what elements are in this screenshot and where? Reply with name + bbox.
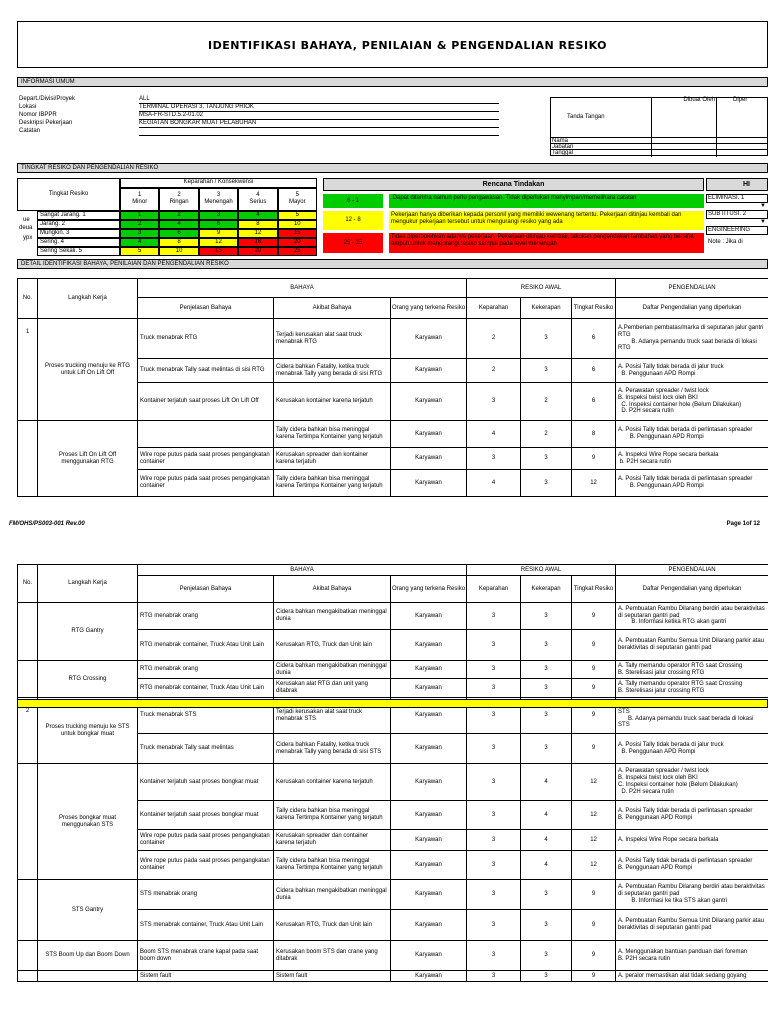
work-step: Proses trucking menuju ke STS untuk bongkar muat [38, 698, 138, 764]
sign-box [550, 97, 768, 156]
matrix-col-number: 3 [216, 192, 221, 198]
hazard-effect: Kerusakan kontainer karena terjatuh [274, 383, 391, 421]
risk-level-value: 9 [572, 698, 616, 734]
col-bahaya: BAHAYA [138, 279, 467, 298]
affected-person: Karyawan [391, 910, 467, 941]
info-row [19, 96, 499, 104]
control-list: A. Pembuatan Rambu Semua Unit Dilarang parkir atau beraktivitas di seputaran gantri pad [616, 910, 768, 941]
info-label: Catatan [19, 128, 41, 134]
col-resiko: RESIKO AWAL [467, 565, 616, 576]
col-bahaya: BAHAYA [138, 565, 467, 576]
hazard-effect: Kerusakan boom STS dan crane yang ditabrak [274, 941, 391, 971]
sign-tanggal-label: Tanggal [551, 149, 768, 157]
info-row [19, 120, 499, 128]
info-value [139, 128, 499, 136]
severity-value: 3 [467, 880, 521, 910]
severity-value: 3 [467, 448, 521, 470]
severity-value: 3 [467, 383, 521, 421]
risk-level-value: 9 [572, 630, 616, 661]
risk-level-value: 12 [572, 764, 616, 801]
severity-value: 3 [467, 851, 521, 880]
row-number [18, 941, 38, 971]
severity-value: 3 [467, 830, 521, 851]
info-row [19, 112, 499, 120]
frequency-value: 3 [521, 880, 572, 910]
matrix-cell: 16 [238, 238, 277, 247]
table-row [18, 319, 768, 359]
risk-level-value: 12 [572, 851, 616, 880]
risk-level-value: 9 [572, 603, 616, 630]
affected-person: Karyawan [391, 630, 467, 661]
risk-level-value: 9 [572, 880, 616, 910]
matrix-col-label: Minor [132, 198, 148, 205]
hazard-effect: Cidera bahkan mengakibatkan meninggal dunia [274, 603, 391, 630]
matrix-side-3: ypx [23, 235, 33, 241]
row-number [18, 971, 38, 982]
hazard-effect: Kerusakan container karena terjatuh [274, 764, 391, 801]
matrix-header: Keparahan / Konsekwensi [120, 178, 317, 188]
matrix-cell: 8 [238, 220, 277, 229]
work-step: Proses trucking menuju ke RTG untuk Lift On Lift Off [38, 319, 138, 421]
severity-value: 2 [467, 359, 521, 383]
hazard-effect: Kerusakan spreader dan container karena terjatuh [274, 830, 391, 851]
hazard-description: Truck menabrak Tally saat melintas di sisi RTG [138, 359, 274, 383]
info-value: TERMINAL OPERASI 3, TANJUNG PRIOK [139, 104, 499, 112]
risk-level-value: 9 [572, 941, 616, 971]
table-row [18, 941, 768, 971]
col-akibat: Akibat Bahaya [274, 298, 391, 319]
matrix-cell: 20 [278, 238, 317, 247]
hazard-description [138, 421, 274, 448]
info-value: KEGIATAN BONGKAR MUAT PELABUHAN [139, 120, 499, 128]
matrix-cell: 5 [278, 211, 317, 220]
matrix-cell: 1 [120, 211, 159, 220]
hazard-effect: Cidera bahkan mengakibatkan meninggal dunia [274, 661, 391, 679]
severity-value: 3 [467, 971, 521, 982]
matrix-col-header [238, 188, 277, 211]
section-detail-header: DETAIL IDENTIFIKASI BAHAYA, PENILAIAN DAN PENGENDALIAN RESIKO [17, 259, 768, 269]
matrix-cell: 15 [278, 229, 317, 238]
info-label: Depart./Divisi/Proyek [19, 96, 76, 102]
matrix-cell: 20 [238, 247, 277, 256]
footer-page-number: Page 1of 12 [726, 521, 760, 527]
col-resiko: RESIKO AWAL [467, 279, 616, 298]
hazard-effect: Sistem fault [274, 971, 391, 982]
affected-person: Karyawan [391, 359, 467, 383]
work-step [38, 971, 138, 982]
risk-level-value: 9 [572, 910, 616, 941]
affected-person: Karyawan [391, 470, 467, 497]
hazard-effect: Kerusakan spreader dan kontainer karena terjatuh [274, 448, 391, 470]
hazard-effect: Tally cidera bahkan bisa meninggal karena Tertimpa Kontainer yang terjatuh [274, 470, 391, 497]
control-list: A. Pembuatan Rambu Dilarang berdiri atau beraktivitas di seputaran gantri pad B. Informasi ketika RTG akan gantri [616, 603, 768, 630]
highlight-band [17, 699, 768, 708]
hazard-table-page1 [17, 278, 768, 497]
table-row [18, 603, 768, 630]
hazard-description: RTG menabrak orang [138, 603, 274, 630]
work-step: RTG Crossing [38, 661, 138, 698]
table-row [18, 661, 768, 679]
hazard-description: Sistem fault [138, 971, 274, 982]
control-list: A. Posisi Tally tidak berada di perlintasan spreader B. Penggunaan APD Rompi [616, 851, 768, 880]
control-list: A. Perawatan spreader / twist lock B. Inspeksi twist lock oleh BKI C. Inspeksi container hole (Belum Dilakukan) D. P2H secara rutin [616, 764, 768, 801]
matrix-cell: 12 [238, 229, 277, 238]
matrix-cell: 5 [120, 247, 159, 256]
matrix-cell: 25 [278, 247, 317, 256]
hazard-description: Wire rope putus pada saat proses pengangkatan container [138, 830, 274, 851]
matrix-col-label: Serius [249, 198, 267, 205]
hazard-description: Truck menabrak RTG [138, 319, 274, 359]
title-box [17, 21, 768, 68]
hazard-effect: Cidera bahkan Fatality, ketika truck menabrak Tally yang berada di sisi STS [274, 734, 391, 764]
sign-dibuat-label: Dibuat Oleh [683, 97, 715, 103]
row-number [18, 880, 38, 941]
work-step: STS Boom Up dan Boom Down [38, 941, 138, 971]
control-list: A. Tally memandu operator RTG saat Crossing B. Sterelisasi jalur crossing RTG [616, 679, 768, 698]
matrix-cell: 3 [120, 229, 159, 238]
col-penjelasan: Penjelasan Bahaya [138, 298, 274, 319]
matrix-row-label: Sangat Jarang. 1 [37, 211, 120, 220]
affected-person: Karyawan [391, 971, 467, 982]
control-list: A. Posisi Tally tidak berada di perlintasan spreader B. Penggunaan APD Rompi [616, 421, 768, 448]
control-list: A. Menggunakan bantuan panduan dari foreman B. P2H secara rutin [616, 941, 768, 971]
frequency-value: 3 [521, 698, 572, 734]
control-list: A. Tally memandu operator RTG saat Crossing B. Sterelisasi jalur crossing RTG [616, 661, 768, 679]
table-row [18, 421, 768, 448]
hazard-description: Wire rope putus pada saat proses pengangkatan container [138, 851, 274, 880]
col-keparahan: Keparahan [467, 298, 521, 319]
hazard-table-page2 [17, 564, 768, 982]
severity-value: 4 [467, 421, 521, 448]
matrix-col-header [120, 188, 159, 211]
frequency-value: 3 [521, 661, 572, 679]
frequency-value: 3 [521, 910, 572, 941]
matrix-cell: 4 [238, 211, 277, 220]
hazard-description: STS menabrak container, Truck Atau Unit Lain [138, 910, 274, 941]
control-list: A. Inspeksi Wire Rope secara berkala b. P2H secara rutin [616, 448, 768, 470]
hazard-effect: Terjadi kerusakan alat saat truck menabrak STS [274, 698, 391, 734]
matrix-col-number: 4 [256, 192, 260, 198]
affected-person: Karyawan [391, 421, 467, 448]
affected-person: Karyawan [391, 661, 467, 679]
risk-level-value: 6 [572, 383, 616, 421]
severity-value: 3 [467, 734, 521, 764]
matrix-col-header [199, 188, 238, 211]
footer-form-code: FM/OHS/PS003-001 Rev.00 [9, 521, 85, 527]
col-orang: Orang yang terkena Resiko [391, 576, 467, 603]
rencana-text: Tidak diperbolehkan adanya pekerjaan. Pekerjaan ditinjau kembali, lakukan pengendalian tambahan yang bersifat ampuh untuk mengurangi resiko sampai pada level menengah [389, 233, 704, 253]
col-tingkat: Tingkat Resiko [572, 298, 616, 319]
matrix-cell: 10 [278, 220, 317, 229]
affected-person: Karyawan [391, 734, 467, 764]
severity-value: 3 [467, 630, 521, 661]
row-number: 2 [18, 698, 38, 764]
frequency-value: 4 [521, 764, 572, 801]
control-list: A. Inspeksi Wire Rope secara berkala [616, 830, 768, 851]
hierarchy-title: HI [706, 178, 768, 191]
frequency-value: 3 [521, 470, 572, 497]
document-title: IDENTIFIKASI BAHAYA, PENILAIAN & PENGENDALIAN RESIKO [208, 39, 607, 52]
col-no: No. [18, 279, 38, 319]
matrix-col-label: Mayor [288, 198, 306, 205]
rencana-box [323, 178, 704, 256]
frequency-value: 3 [521, 734, 572, 764]
col-daftar: Daftar Pengendalian yang diperlukan [616, 298, 768, 319]
work-step: Proses bongkar muat menggunakan STS [38, 764, 138, 880]
risk-level-value: 6 [572, 359, 616, 383]
work-step: Proses Lift On Lift Off menggunakan RTG [38, 421, 138, 497]
matrix-side [17, 211, 37, 256]
risk-matrix [17, 178, 317, 256]
rencana-range: 25 - 15 [323, 233, 383, 253]
matrix-row-label: Sering. 4 [37, 238, 120, 247]
hierarchy-box [706, 178, 768, 256]
work-step: STS Gantry [38, 880, 138, 941]
affected-person: Karyawan [391, 851, 467, 880]
matrix-col-number: 1 [138, 192, 142, 198]
affected-person: Karyawan [391, 448, 467, 470]
info-row [19, 128, 499, 136]
frequency-value: 3 [521, 941, 572, 971]
matrix-cell: 2 [120, 220, 159, 229]
severity-value: 3 [467, 764, 521, 801]
arrow-down-icon: ▼ [760, 219, 766, 225]
col-keparahan: Keparahan [467, 576, 521, 603]
severity-value: 3 [467, 603, 521, 630]
matrix-col-label: Ringan [169, 198, 189, 205]
severity-value: 3 [467, 941, 521, 971]
info-label: Lokasi [19, 104, 37, 110]
risk-level-value: 9 [572, 448, 616, 470]
severity-value: 3 [467, 801, 521, 830]
col-langkah: Langkah Kerja [38, 565, 138, 603]
frequency-value: 3 [521, 448, 572, 470]
control-list: A. Perawatan spreader / twist lock B. Inspeksi twist lock oleh BKI C. Inspeksi container hole (Belum Dilakukan) D. P2H secara rutin [616, 383, 768, 421]
matrix-cell: 4 [159, 220, 198, 229]
hazard-description: Truck menabrak Tally saat melintas [138, 734, 274, 764]
hierarchy-item-2: SUBTITUSI. 2 [706, 210, 768, 219]
severity-value: 3 [467, 679, 521, 698]
rencana-title: Rencana Tindakan [323, 178, 704, 191]
matrix-side-2: deua [19, 225, 33, 231]
col-akibat: Akibat Bahaya [274, 576, 391, 603]
work-step: RTG Gantry [38, 603, 138, 661]
sign-nama-label: Nama [551, 137, 768, 145]
hazard-effect: Tally cidera bahkan bisa meninggal karena Tertimpa Kontainer yang terjatuh [274, 851, 391, 880]
info-label: Deskripsi Pekerjaan [19, 120, 73, 126]
risk-level-value: 9 [572, 661, 616, 679]
info-value: ALL [139, 96, 499, 104]
row-number [18, 661, 38, 698]
control-list: A. Posisi Tally tidak berada di perlintasan spreader B. Penggunaan APD Rompi [616, 801, 768, 830]
matrix-cell: 6 [199, 220, 238, 229]
hierarchy-item-3: ENGINEERING [706, 226, 768, 235]
col-daftar: Daftar Pengendalian yang diperlukan [616, 576, 768, 603]
hazard-description: Kontainer terjatuh saat proses bongkar muat [138, 801, 274, 830]
hazard-description: Wire rope putus pada saat proses pengangkatan container [138, 448, 274, 470]
row-number [18, 421, 38, 497]
frequency-value: 3 [521, 630, 572, 661]
arrow-down-icon: ▼ [760, 203, 766, 209]
col-kekerapan: Kekerapan [521, 298, 572, 319]
severity-value: 2 [467, 319, 521, 359]
hazard-effect: Cidera bahkan mengakibatkan meninggal dunia [274, 880, 391, 910]
info-row [19, 104, 499, 112]
hazard-description: RTG menabrak container, Truck Atau Unit Lain [138, 630, 274, 661]
col-tingkat: Tingkat Resiko [572, 576, 616, 603]
matrix-label: Tingkat Resiko [17, 178, 120, 211]
matrix-side-1: ue [23, 217, 30, 223]
frequency-value: 4 [521, 851, 572, 880]
rencana-range: 12 - 8 [323, 211, 383, 230]
matrix-col-number: 2 [177, 192, 181, 198]
frequency-value: 4 [521, 830, 572, 851]
affected-person: Karyawan [391, 830, 467, 851]
frequency-value: 2 [521, 383, 572, 421]
risk-level-value: 6 [572, 319, 616, 359]
sign-diper-label: Diper [733, 97, 748, 103]
severity-value: 3 [467, 910, 521, 941]
matrix-row-label: Jarang. 2 [37, 220, 120, 229]
rencana-text: Pekerjaan hanya diberikan kepada personil yang memiliki wewenang tertentu. Pekerjaan ditinjau kembali dan mengukur pekerjaan tersebut untuk mengurangi resiko yang ada [389, 211, 704, 230]
table-row [18, 880, 768, 910]
section-risk-header: TINGKAT RESIKO DAN PENGENDALIAN RESIKO [17, 163, 768, 173]
control-list: A. Posisi Tally tidak berada di jalur truck B. Penggunaan APD Rompi [616, 359, 768, 383]
risk-level-value: 12 [572, 801, 616, 830]
info-label: Nomor IBPPR [19, 112, 57, 118]
severity-value: 3 [467, 698, 521, 734]
matrix-cell: 4 [120, 238, 159, 247]
hazard-description: Wire rope putus pada saat proses pengangkatan container [138, 470, 274, 497]
frequency-value: 3 [521, 359, 572, 383]
hazard-effect: Kerusakan alat RTG dan unit yang ditabrak [274, 679, 391, 698]
control-list: A. Pembuatan Rambu Dilarang berdiri atau beraktivitas di seputaran gantri pad B. Informasi ke tika STS akan gantri [616, 880, 768, 910]
col-langkah: Langkah Kerja [38, 279, 138, 319]
affected-person: Karyawan [391, 941, 467, 971]
risk-level-value: 9 [572, 971, 616, 982]
frequency-value: 3 [521, 319, 572, 359]
risk-level-value: 9 [572, 679, 616, 698]
affected-person: Karyawan [391, 764, 467, 801]
affected-person: Karyawan [391, 880, 467, 910]
matrix-col-number: 5 [295, 192, 299, 198]
rencana-text: .Dapat diterima namun perlu pengawasan. Tidak diperlukan menyimpan/memelihara catatan [389, 194, 704, 208]
hazard-description: RTG menabrak orang [138, 661, 274, 679]
matrix-cell: 6 [159, 229, 198, 238]
severity-value: 4 [467, 470, 521, 497]
section-info-header: INFORMASI UMUM [17, 77, 768, 87]
matrix-cell: 10 [159, 247, 198, 256]
hazard-effect: Tally cidera bahkan bisa meninggal karena Tertimpa Kontainer yang terjatuh [274, 801, 391, 830]
hazard-description: Truck menabrak STS [138, 698, 274, 734]
sign-ttd-label: Tanda Tangan [567, 114, 605, 120]
control-list: STS B. Adanya pemandu truck saat berada di lokasi STS [616, 698, 768, 734]
col-penjelasan: Penjelasan Bahaya [138, 576, 274, 603]
matrix-cell: 8 [159, 238, 198, 247]
hazard-description: RTG menabrak container, Truck Atau Unit Lain [138, 679, 274, 698]
hazard-effect: Tally cidera bahkan bisa meninggal karena Tertimpa Kontainer yang terjatuh [274, 421, 391, 448]
matrix-col-label: Menengah [204, 198, 233, 205]
risk-level-value: 12 [572, 830, 616, 851]
hazard-description: Boom STS menabrak crane kapal pada saat boom down [138, 941, 274, 971]
col-orang: Orang yang terkena Resiko [391, 298, 467, 319]
frequency-value: 3 [521, 603, 572, 630]
info-fields [19, 96, 499, 136]
rencana-range: 6 - 1 [323, 194, 383, 208]
table-row [18, 971, 768, 982]
risk-level-value: 9 [572, 734, 616, 764]
affected-person: Karyawan [391, 319, 467, 359]
info-value: MSA-FR-STD.5.2-01.02 [139, 112, 499, 120]
risk-level-value: 12 [572, 470, 616, 497]
hierarchy-note: Note : Jika di [708, 239, 743, 245]
sign-jabatan-label: Jabatan [551, 143, 768, 151]
matrix-cell: 15 [199, 247, 238, 256]
affected-person: Karyawan [391, 679, 467, 698]
hazard-description: STS menabrak orang [138, 880, 274, 910]
control-list: A. Pembuatan Rambu Semua Unit Dilarang parkir atau beraktivitas di seputaran gantri pad [616, 630, 768, 661]
hierarchy-item-1: ELIMINASI. 1 [706, 194, 768, 203]
hazard-effect: Kerusakan RTG, Truck dan Unit lain [274, 910, 391, 941]
control-list: A. Posisi Tally tidak berada di perlintasan spreader B. Penggunaan APD Rompi [616, 470, 768, 497]
control-list: A. Posisi Tally tidak berada di jalur truck B. Penggunaan APD Rompi [616, 734, 768, 764]
frequency-value: 2 [521, 421, 572, 448]
hazard-effect: Terjadi kerusakan alat saat truck menabrak RTG [274, 319, 391, 359]
matrix-col-header [159, 188, 198, 211]
row-number [18, 603, 38, 661]
col-pengendalian: PENGENDALIAN [616, 565, 768, 576]
affected-person: Karyawan [391, 801, 467, 830]
hazard-effect: Cidera bahkan Fatality, ketika truck menabrak Tally yang berada di sisi RTG [274, 359, 391, 383]
matrix-row-label: Sering Sekali. 5 [37, 247, 120, 256]
row-number: 1 [18, 319, 38, 421]
matrix-col-header [278, 188, 317, 211]
matrix-cell: 12 [199, 238, 238, 247]
control-list: A.Pemberian pembatas/marka di seputaran jalur gantri RTG B. Adanya pemandu truck saat berada di lokasi RTG [616, 319, 768, 359]
affected-person: Karyawan [391, 603, 467, 630]
severity-value: 3 [467, 661, 521, 679]
matrix-cell: 9 [199, 229, 238, 238]
col-kekerapan: Kekerapan [521, 576, 572, 603]
risk-level-value: 8 [572, 421, 616, 448]
affected-person: Karyawan [391, 698, 467, 734]
col-no: No. [18, 565, 38, 603]
matrix-cell: 3 [199, 211, 238, 220]
col-pengendalian: PENGENDALIAN [616, 279, 768, 298]
frequency-value: 3 [521, 971, 572, 982]
frequency-value: 3 [521, 679, 572, 698]
row-number [18, 764, 38, 880]
hazard-description: Kontainer terjatuh saat proses bongkar muat [138, 764, 274, 801]
table-row [18, 764, 768, 801]
frequency-value: 4 [521, 801, 572, 830]
matrix-cell: 2 [159, 211, 198, 220]
hazard-description: Kontainer terjatuh saat proses Lift On Lift Off [138, 383, 274, 421]
affected-person: Karyawan [391, 383, 467, 421]
matrix-row-label: Mungkin. 3 [37, 229, 120, 238]
control-list: A. peralor memastikan alat tidak sedang goyang [616, 971, 768, 982]
hazard-effect: Kerusakan RTG, Truck dan Unit lain [274, 630, 391, 661]
